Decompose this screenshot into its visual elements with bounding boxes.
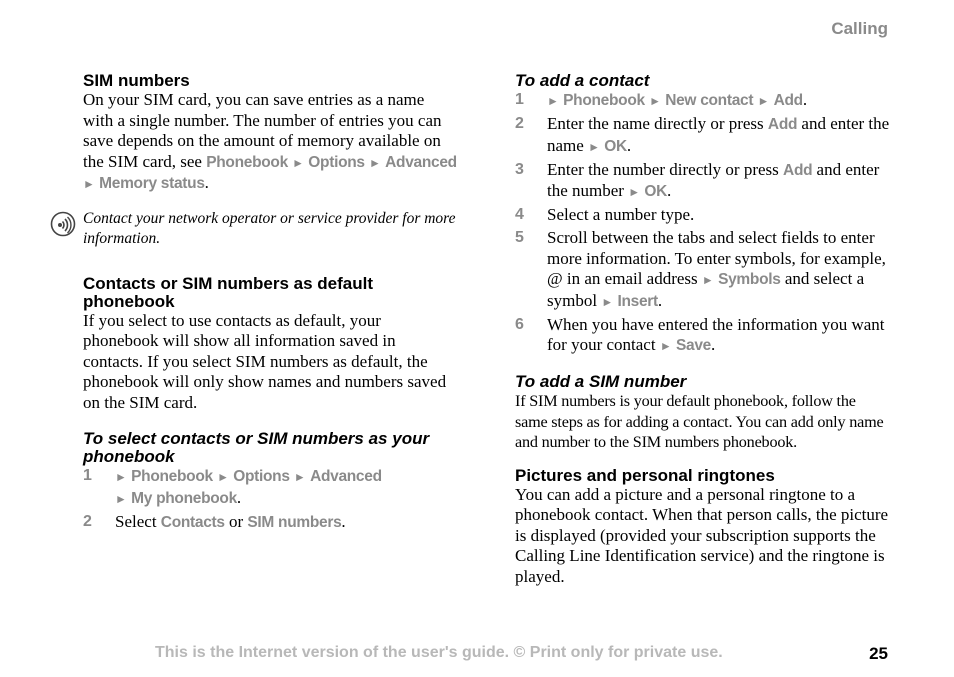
menu-option: OK: [604, 137, 627, 155]
menu-option: Insert: [617, 292, 658, 310]
menu-option: Add: [767, 116, 798, 133]
arrow-right-icon: ►: [83, 177, 95, 191]
list-item: 1 ► Phonebook ► Options ► Advanced ► My phonebook.: [83, 467, 382, 507]
step-number: 2: [83, 512, 92, 530]
add-sim-text: If SIM numbers is your default phonebook, follow the same steps as for adding a contact. You can add only name and number to the SIM numbers phonebook.: [515, 392, 884, 451]
step-number: 1: [515, 91, 524, 108]
step-number: 5: [515, 229, 524, 246]
arrow-right-icon: ►: [115, 491, 127, 506]
menu-option: SIM numbers: [247, 513, 342, 531]
add-contact-heading: To add a contact: [515, 71, 650, 90]
step-number: 1: [83, 467, 92, 484]
arrow-right-icon: ►: [292, 155, 305, 170]
add-contact-steps: [515, 90, 890, 357]
menu-path-item: Options: [233, 468, 290, 485]
arrow-right-icon: ►: [293, 470, 306, 484]
list-item: 5 Scroll between the tabs and select fields to enter more information. To enter symbols, for example, @ in an email address ► Symbols and select a symbol ► Insert.: [515, 228, 886, 310]
step-number: 6: [515, 315, 524, 333]
arrow-right-icon: ►: [701, 273, 714, 287]
step-number: 2: [515, 115, 524, 132]
menu-path-item: Phonebook: [206, 153, 288, 171]
list-item: 2 Enter the name directly or press Add and enter the name ► OK.: [515, 114, 890, 155]
menu-option: Symbols: [718, 271, 781, 288]
menu-path-item: My phonebook: [131, 489, 237, 507]
page-number: 25: [869, 644, 888, 663]
select-phonebook-heading: To select contacts or SIM numbers as your phonebook: [83, 429, 430, 466]
select-phonebook-steps: [83, 466, 458, 533]
add-sim-heading: To add a SIM number: [515, 372, 687, 391]
menu-option: Add: [783, 161, 813, 179]
menu-path-item: Phonebook: [131, 468, 213, 485]
sim-numbers-heading: SIM numbers: [83, 71, 190, 90]
menu-path-item: Phonebook: [563, 92, 645, 109]
menu-path-item: Add: [773, 92, 803, 109]
pictures-section: [515, 467, 890, 588]
arrow-right-icon: ►: [601, 294, 614, 309]
sim-numbers-section: [83, 72, 458, 195]
menu-path-item: Advanced: [385, 153, 457, 171]
network-operator-icon: [50, 211, 76, 237]
step-number: 4: [515, 206, 524, 223]
select-phonebook-section: [83, 430, 458, 533]
arrow-right-icon: ►: [115, 470, 127, 484]
sim-numbers-text: On your SIM card, you can save entries as a name with a single number. The number of entries you can save depends on the amount of memory available on the SIM card, see Phonebook ► Options ► Advanced ► Memory status.: [83, 90, 457, 192]
arrow-right-icon: ►: [628, 185, 641, 199]
arrow-right-icon: ►: [588, 139, 600, 154]
arrow-right-icon: ►: [649, 94, 661, 108]
menu-path-item: New contact: [665, 92, 754, 109]
menu-option: Contacts: [160, 513, 225, 531]
menu-path-item: Advanced: [310, 468, 382, 485]
operator-note: [83, 209, 458, 249]
list-item: 1 ► Phonebook ► New contact ► Add.: [515, 90, 808, 109]
list-item: 6 When you have entered the information you want for your contact ► Save.: [515, 314, 885, 354]
arrow-right-icon: ►: [547, 94, 559, 108]
default-phonebook-heading: Contacts or SIM numbers as default phonebook: [83, 273, 373, 311]
default-phonebook-text: If you select to use contacts as default, your phonebook will show all information saved in contacts. If you select SIM numbers as default, the phonebook will only show names and numbers saved on the SIM card.: [83, 310, 447, 412]
step-number: 3: [515, 160, 524, 178]
section-title: Calling: [831, 19, 888, 38]
arrow-right-icon: ►: [217, 470, 229, 484]
footer-notice: This is the Internet version of the user's guide. © Print only for private use.: [155, 644, 723, 661]
menu-option: OK: [644, 183, 667, 200]
arrow-right-icon: ►: [369, 155, 381, 170]
default-phonebook-section: [83, 275, 458, 414]
arrow-right-icon: ►: [757, 94, 770, 108]
left-column: [83, 72, 458, 536]
right-column: [515, 72, 890, 587]
menu-path-item: Memory status: [99, 175, 205, 192]
arrow-right-icon: ►: [659, 339, 672, 353]
list-item: 3 Enter the number directly or press Add and enter the number ► OK.: [515, 159, 880, 200]
pictures-text: You can add a picture and a personal ringtone to a phonebook contact. When that person calls, the picture is displayed (provided your subscription supports the Calling Line Identification service) and the ringtone is played.: [515, 484, 889, 586]
list-item: 4 Select a number type.: [515, 205, 695, 224]
menu-option: Save: [675, 337, 711, 354]
list-item: 2 Select Contacts or SIM numbers.: [83, 511, 346, 531]
operator-note-text: Contact your network operator or service provider for more information.: [83, 209, 456, 247]
add-sim-section: [515, 373, 890, 453]
add-contact-section: [515, 72, 890, 357]
pictures-heading: Pictures and personal ringtones: [515, 465, 775, 485]
menu-path-item: Options: [308, 153, 365, 171]
